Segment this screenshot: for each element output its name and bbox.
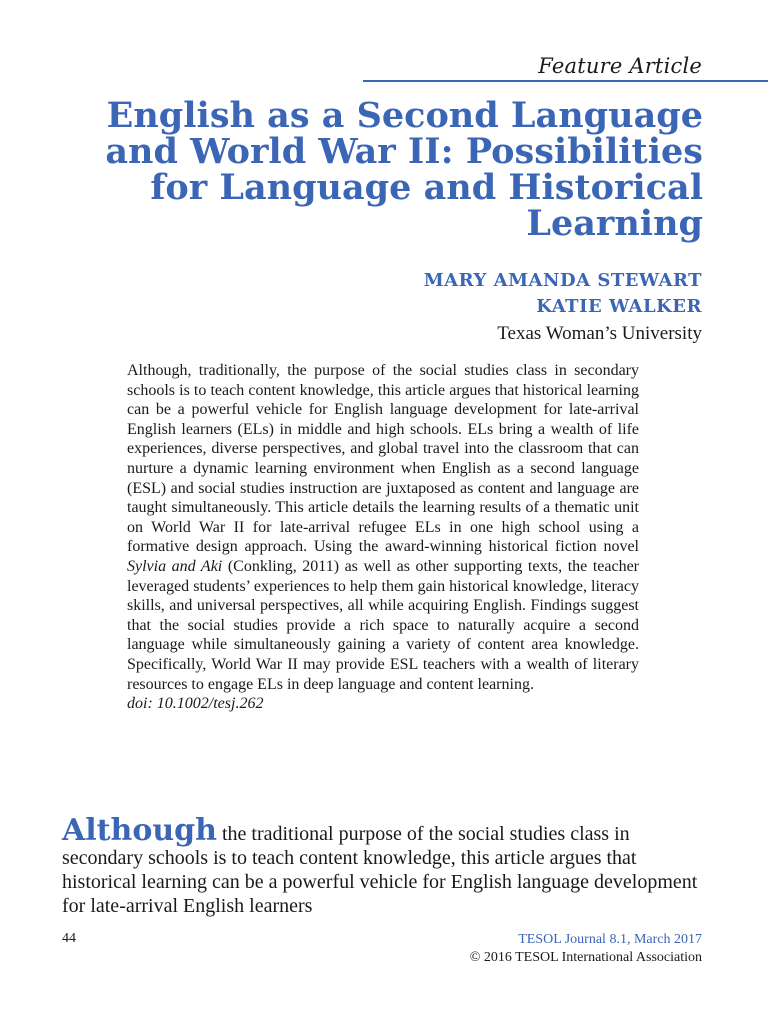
article-title: English as a Second Language and World War II: Possibilities for Language and Historical Learning [105, 95, 703, 244]
page-number: 44 [62, 931, 76, 946]
abstract-text: (Conkling, 2011) as well as other supporting texts, the teacher leveraged students’ experiences to help them gain historical knowledge, literacy skills, and universal perspectives, all while acquiring English. Findings suggest that the social studies provide a rich space to naturally acquire a second language while simultaneously gaining a variety of content area knowledge. Specifically, World War II may provide ESL teachers with a wealth of literary resources to engage ELs in deep language and content learning. [127, 557, 640, 693]
doi-link[interactable]: doi: 10.1002/tesj.262 [127, 695, 264, 713]
abstract-text: Although, traditionally, the purpose of the social studies class in secondary schools is to teach content knowledge, this article argues that historical learning can be a powerful vehicle for English language development for late-arrival English learners (ELs) in middle and high schools. ELs bring a wealth of life experiences, diverse perspectives, and global travel into the classroom that can nurture a dynamic learning environment when English as a second language (ESL) and social studies instruction are juxtaposed as content and language are taught simultaneously. This article details the learning results of a thematic unit on World War II for late-arrival refugee ELs in one high school using a formative design approach. Using the award-winning historical fiction novel [127, 362, 639, 556]
journal-citation[interactable]: TESOL Journal 8.1, March 2017 [518, 932, 702, 947]
body-paragraph [62, 813, 712, 918]
copyright-notice: © 2016 TESOL International Association [469, 950, 702, 965]
footer-citation [470, 931, 702, 967]
author-block [424, 268, 702, 347]
body-text: the traditional purpose of the social studies class in secondary schools is to teach content knowledge, this article argues that historical learning can be a powerful vehicle for English language development for late-arrival English learners [62, 823, 698, 917]
feature-label: Feature Article [538, 54, 702, 78]
body-lead-word: Although [62, 813, 217, 848]
abstract [127, 361, 639, 714]
abstract-book-title: Sylvia and Aki [127, 557, 223, 575]
author-name: KATIE WALKER [536, 296, 702, 317]
header-rule [363, 80, 768, 82]
author-affiliation: Texas Woman’s University [497, 323, 702, 344]
author-name: MARY AMANDA STEWART [423, 270, 702, 291]
